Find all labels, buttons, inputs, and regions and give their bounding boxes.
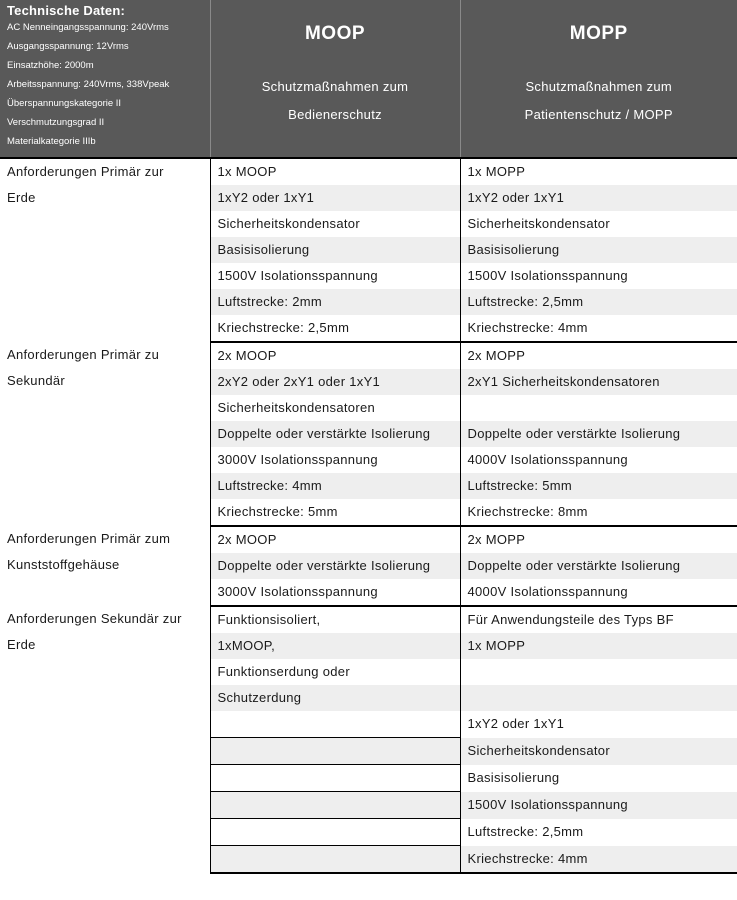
moop-cell: 3000V Isolationsspannung: [210, 579, 460, 606]
moop-cell: 1x MOOP: [210, 158, 460, 185]
mopp-cell: Basisisolierung: [467, 769, 560, 785]
mopp-cell: Für Anwendungsteile des Typs BF: [467, 612, 674, 627]
moop-cell: [210, 819, 460, 846]
moop-cell: Funktionserdung oder: [210, 659, 460, 685]
category-label-line: Anforderungen Primär zur: [7, 164, 164, 179]
moop-subtitle-line: Schutzmaßnahmen zum: [261, 79, 409, 94]
mopp-cell: Sicherheitskondensator: [460, 738, 737, 765]
requirement-category: [0, 526, 210, 606]
table-row: [0, 158, 737, 185]
mopp-subtitle-line: Patientenschutz / MOPP: [524, 107, 673, 122]
mopp-cell: 2xY1 Sicherheitskondensatoren: [460, 369, 737, 395]
mopp-cell: Luftstrecke: 2,5mm: [467, 823, 584, 839]
moop-cell: [210, 792, 460, 819]
header-row: [0, 0, 737, 158]
category-label-line: Erde: [7, 637, 36, 652]
moop-cell: Basisisolierung: [210, 237, 460, 263]
tech-line: Einsatzhöhe: 2000m: [7, 60, 94, 71]
moop-cell: Doppelte oder verstärkte Isolierung: [210, 421, 460, 447]
mopp-column-header: [460, 0, 737, 158]
category-label-line: Anforderungen Sekundär zur: [7, 611, 182, 626]
moop-cell: 2xY2 oder 2xY1 oder 1xY1: [210, 369, 460, 395]
tech-line: Verschmutzungsgrad II: [7, 117, 105, 128]
moop-cell: Kriechstrecke: 5mm: [210, 499, 460, 526]
mopp-cell: 2x MOPP: [467, 348, 526, 363]
moop-title: MOOP: [304, 23, 366, 44]
mopp-cell: 1500V Isolationsspannung: [460, 792, 737, 819]
tech-data-title: Technische Daten:: [7, 3, 126, 18]
table-row: [0, 606, 737, 633]
moop-subtitle-line: Bedienerschutz: [288, 107, 382, 122]
mopp-cell: Doppelte oder verstärkte Isolierung: [460, 421, 737, 447]
mopp-cell: [460, 395, 737, 421]
tech-line: AC Nenneingangsspannung: 240Vrms: [7, 22, 169, 33]
moop-cell: Doppelte oder verstärkte Isolierung: [210, 553, 460, 579]
mopp-cell: Sicherheitskondensator: [467, 216, 610, 231]
mopp-cell: 4000V Isolationsspannung: [460, 579, 737, 606]
moop-cell: [210, 846, 460, 874]
mopp-title: MOPP: [569, 23, 628, 44]
mopp-cell: Luftstrecke: 2,5mm: [460, 289, 737, 315]
moop-cell: 1xMOOP,: [210, 633, 460, 659]
moop-column-header: [210, 0, 460, 158]
tech-line: Arbeitsspannung: 240Vrms, 338Vpeak: [7, 79, 170, 90]
table-body: [0, 158, 737, 873]
requirement-category: [0, 158, 210, 342]
mopp-cell: [460, 659, 737, 685]
mopp-cell: 1xY2 oder 1xY1: [460, 185, 737, 211]
category-label-line: Anforderungen Primär zum: [7, 531, 171, 546]
mopp-cell: Kriechstrecke: 4mm: [460, 315, 737, 342]
moop-cell: 1xY2 oder 1xY1: [210, 185, 460, 211]
moop-cell: 3000V Isolationsspannung: [210, 447, 460, 473]
moop-cell: 2x MOOP: [210, 526, 460, 553]
table-row: [0, 342, 737, 369]
tech-line: Ausgangsspannung: 12Vrms: [7, 41, 129, 52]
category-label-line: Anforderungen Primär zu: [7, 347, 160, 362]
mopp-cell: 1xY2 oder 1xY1: [467, 716, 565, 731]
mopp-cell: Kriechstrecke: 4mm: [460, 846, 737, 874]
moop-cell: Sicherheitskondensator: [210, 211, 460, 237]
mopp-cell: Doppelte oder verstärkte Isolierung: [460, 553, 737, 579]
moop-cell: Kriechstrecke: 2,5mm: [210, 315, 460, 342]
moop-cell: Luftstrecke: 2mm: [210, 289, 460, 315]
mopp-cell: Luftstrecke: 5mm: [460, 473, 737, 499]
requirement-category: [0, 342, 210, 526]
category-label-line: Kunststoffgehäuse: [7, 557, 120, 572]
moop-cell: [210, 765, 460, 792]
mopp-subtitle-line: Schutzmaßnahmen zum: [525, 79, 673, 94]
category-label-line: Erde: [7, 190, 36, 205]
mopp-cell: 4000V Isolationsspannung: [467, 452, 628, 467]
mopp-cell: 1500V Isolationsspannung: [467, 268, 628, 283]
table-row: [0, 526, 737, 553]
requirement-category: [0, 606, 210, 873]
mopp-cell: [460, 685, 737, 711]
moop-cell: Sicherheitskondensatoren: [210, 395, 460, 421]
moop-cell: 2x MOOP: [210, 342, 460, 369]
moop-cell: Schutzerdung: [210, 685, 460, 711]
mopp-cell: Basisisolierung: [460, 237, 737, 263]
mopp-cell: Kriechstrecke: 8mm: [460, 499, 737, 526]
tech-line: Überspannungskategorie II: [7, 98, 122, 109]
mopp-cell: 2x MOPP: [467, 532, 526, 547]
moop-cell: Luftstrecke: 4mm: [210, 473, 460, 499]
mopp-cell: 1x MOPP: [467, 164, 526, 179]
category-label-line: Sekundär: [7, 373, 66, 388]
tech-line: Materialkategorie IIIb: [7, 136, 96, 147]
moop-cell: [210, 711, 460, 738]
moop-cell: 1500V Isolationsspannung: [210, 263, 460, 289]
mopp-cell: 1x MOPP: [460, 633, 737, 659]
moop-cell: [210, 738, 460, 765]
tech-data-cell: [0, 0, 210, 158]
moop-cell: Funktionsisoliert,: [210, 606, 460, 633]
